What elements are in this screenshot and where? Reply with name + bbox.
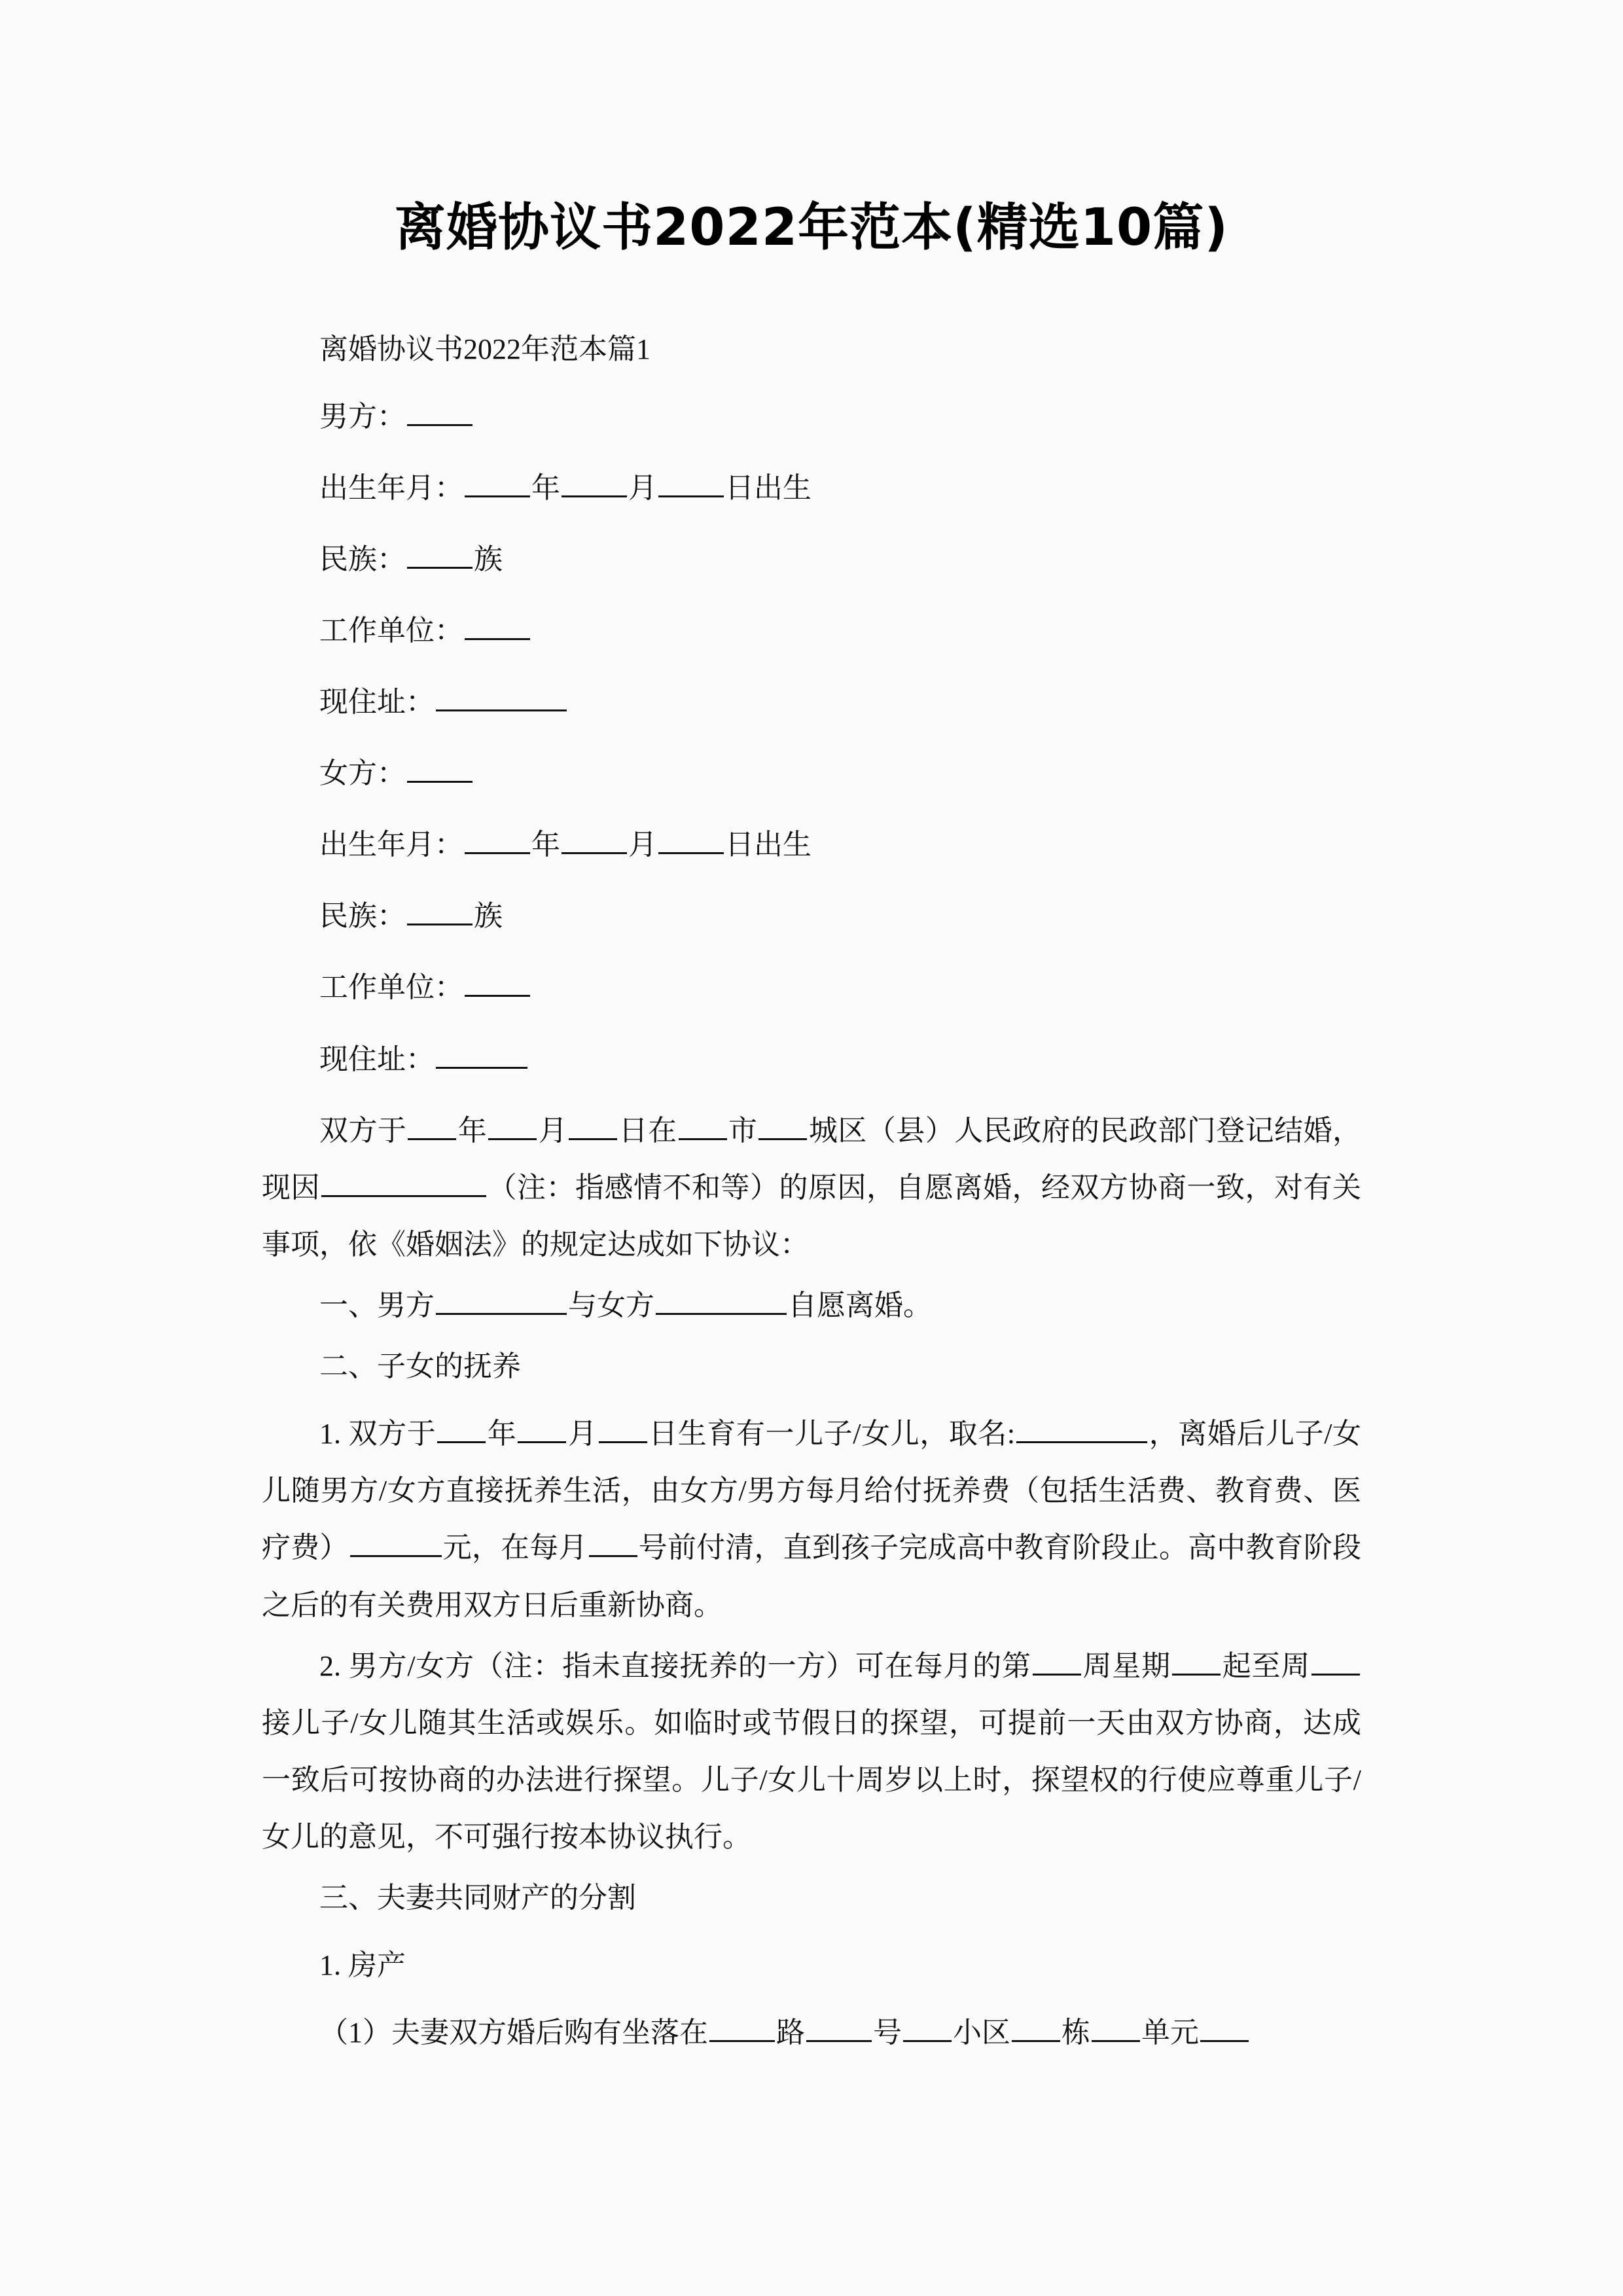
article-1-suffix: 自愿离婚。 (788, 1289, 932, 1322)
husband-birth-year-unit: 年 (531, 471, 560, 504)
wife-birth-day-unit: 日出生 (725, 829, 812, 861)
child-birth-month-blank[interactable] (518, 1412, 566, 1443)
article-2-item-1-prefix: 1. 双方于 (319, 1418, 437, 1450)
child-birth-year-unit: 年 (487, 1418, 517, 1450)
property-number-blank[interactable] (806, 2011, 872, 2042)
marriage-city-unit: 市 (728, 1114, 758, 1147)
marriage-district-text: 城区（县）人民政府的民政部门登记结婚，现因 (262, 1114, 1362, 1204)
article-1 (262, 1277, 1361, 1334)
wife-birth-year-unit: 年 (531, 829, 560, 861)
property-building-unit: 栋 (1061, 2017, 1090, 2049)
wife-ethnicity-blank[interactable] (407, 895, 473, 925)
article-2-item-1 (262, 1405, 1361, 1633)
husband-birth-label: 出生年月： (319, 471, 463, 504)
article-1-husband-blank[interactable] (436, 1284, 567, 1315)
wife-address-label: 现住址： (319, 1043, 435, 1075)
wife-birth-day-blank[interactable] (658, 823, 724, 854)
property-number-unit: 号 (873, 2017, 902, 2049)
marriage-district-blank[interactable] (758, 1109, 807, 1140)
wife-workplace-line (262, 959, 1361, 1016)
child-birth-month-unit: 月 (567, 1418, 597, 1450)
support-amount-blank[interactable] (350, 1526, 442, 1557)
marriage-year-blank[interactable] (408, 1109, 456, 1140)
husband-ethnicity-unit: 族 (474, 543, 503, 575)
husband-name-blank[interactable] (407, 395, 473, 426)
article-2-item-1-mid: ，离婚后儿子/女儿随男方/女方直接抚养生活，由女方/男方每月给付抚养费（包括生活费、教育费、医疗费） (262, 1418, 1361, 1564)
support-payday-blank[interactable] (589, 1526, 637, 1557)
husband-workplace-label: 工作单位： (319, 614, 463, 647)
property-community-blank[interactable] (903, 2011, 952, 2042)
husband-workplace-line (262, 602, 1361, 659)
property-unit-label: 单元 (1141, 2017, 1199, 2049)
visit-weekday-start-blank[interactable] (1172, 1645, 1221, 1676)
wife-ethnicity-label: 民族： (319, 900, 406, 933)
husband-address-line (262, 673, 1361, 730)
visit-week-blank[interactable] (1033, 1645, 1081, 1676)
wife-birth-month-blank[interactable] (562, 823, 627, 854)
subheading (262, 321, 1361, 378)
divorce-reason-blank[interactable] (321, 1166, 486, 1197)
article-2-heading (262, 1338, 1361, 1395)
page-title: 离婚协议书2022年范本(精选10篇) (395, 198, 1228, 257)
preamble-paragraph (262, 1102, 1361, 1273)
husband-address-label: 现住址： (319, 686, 435, 719)
marriage-day-blank[interactable] (569, 1109, 617, 1140)
article-2-item-2-mid: 起至周 (1221, 1649, 1310, 1682)
property-room-blank[interactable] (1200, 2011, 1249, 2042)
marriage-city-blank[interactable] (679, 1109, 727, 1140)
article-1-prefix: 一、男方 (319, 1289, 435, 1322)
wife-name-blank[interactable] (407, 752, 473, 783)
husband-address-blank[interactable] (436, 681, 567, 711)
marriage-month-blank[interactable] (488, 1109, 537, 1140)
husband-ethnicity-blank[interactable] (407, 538, 473, 569)
husband-name-line (262, 388, 1361, 445)
wife-workplace-label: 工作单位： (319, 971, 463, 1004)
husband-workplace-blank[interactable] (465, 609, 530, 640)
article-3-heading (262, 1869, 1361, 1926)
husband-birth-month-unit: 月 (628, 471, 657, 504)
wife-birth-label: 出生年月： (319, 829, 463, 861)
support-amount-unit: 元，在每月 (442, 1532, 588, 1564)
child-birth-year-blank[interactable] (437, 1412, 486, 1443)
wife-address-blank[interactable] (436, 1038, 527, 1069)
article-2-item-2-suffix: 接儿子/女儿随其生活或娱乐。如临时或节假日的探望，可提前一天由双方协商，达成一致后可按协商的办法进行探望。儿子/女儿十周岁以上时，探望权的行使应尊重儿子/女儿的意见，不可强行按本协议执行。 (262, 1706, 1361, 1854)
wife-birth-line (262, 816, 1361, 873)
husband-ethnicity-line (262, 531, 1361, 588)
wife-birth-month-unit: 月 (628, 829, 657, 861)
wife-ethnicity-line (262, 888, 1361, 944)
husband-birth-day-blank[interactable] (658, 467, 724, 497)
article-2-item-2 (262, 1638, 1361, 1865)
husband-name-label: 男方： (319, 400, 406, 433)
article-2-item-2-prefix: 2. 男方/女方（注：指未直接抚养的一方）可在每月的第 (319, 1649, 1031, 1682)
wife-ethnicity-unit: 族 (474, 900, 503, 933)
article-3-item-1-heading-text: 1. 房产 (319, 1949, 406, 1982)
property-building-blank[interactable] (1012, 2011, 1060, 2042)
article-2-heading-text: 二、子女的抚养 (319, 1350, 521, 1383)
marriage-year-unit: 年 (457, 1114, 488, 1147)
husband-birth-line (262, 459, 1361, 516)
marriage-month-unit: 月 (538, 1114, 568, 1147)
husband-birth-month-blank[interactable] (562, 467, 627, 497)
husband-birth-day-unit: 日出生 (725, 471, 812, 504)
property-entrance-blank[interactable] (1092, 2011, 1140, 2042)
wife-birth-year-blank[interactable] (465, 823, 530, 854)
article-2-item-1-suffix: 号前付清，直到孩子完成高中教育阶段止。高中教育阶段之后的有关费用双方日后重新协商。 (262, 1532, 1362, 1621)
property-road-blank[interactable] (709, 2011, 775, 2042)
marriage-day-unit: 日在 (618, 1114, 677, 1147)
subheading-text: 离婚协议书2022年范本篇1 (319, 332, 651, 365)
article-3-item-1-sub-1 (262, 2004, 1361, 2061)
husband-ethnicity-label: 民族： (319, 543, 406, 575)
husband-birth-year-blank[interactable] (465, 467, 530, 497)
wife-name-line (262, 745, 1361, 802)
child-name-blank[interactable] (1016, 1412, 1147, 1443)
property-prefix: （1）夫妻双方婚后购有坐落在 (319, 2017, 708, 2049)
document-body (262, 321, 1361, 2062)
preamble-note: （注：指感情不和等）的原因，自愿离婚，经双方协商一致，对有关事项，依《婚姻法》的规定达成如下协议： (262, 1171, 1361, 1261)
child-birth-day-blank[interactable] (599, 1412, 647, 1443)
property-community-unit: 小区 (953, 2017, 1010, 2049)
article-1-wife-blank[interactable] (656, 1284, 787, 1315)
article-3-item-1-heading (262, 1937, 1361, 1994)
wife-address-line (262, 1031, 1361, 1088)
wife-name-label: 女方： (319, 757, 406, 790)
article-1-middle: 与女方 (568, 1289, 654, 1322)
article-3-heading-text: 三、夫妻共同财产的分割 (319, 1882, 636, 1914)
visit-weekday-end-blank[interactable] (1311, 1645, 1360, 1676)
child-birth-day-text: 日生育有一儿子/女儿，取名: (648, 1418, 1016, 1450)
wife-workplace-blank[interactable] (465, 966, 530, 997)
visit-week-unit: 周星期 (1082, 1649, 1171, 1682)
property-road-unit: 路 (776, 2017, 805, 2049)
preamble-prefix: 双方于 (319, 1114, 407, 1147)
